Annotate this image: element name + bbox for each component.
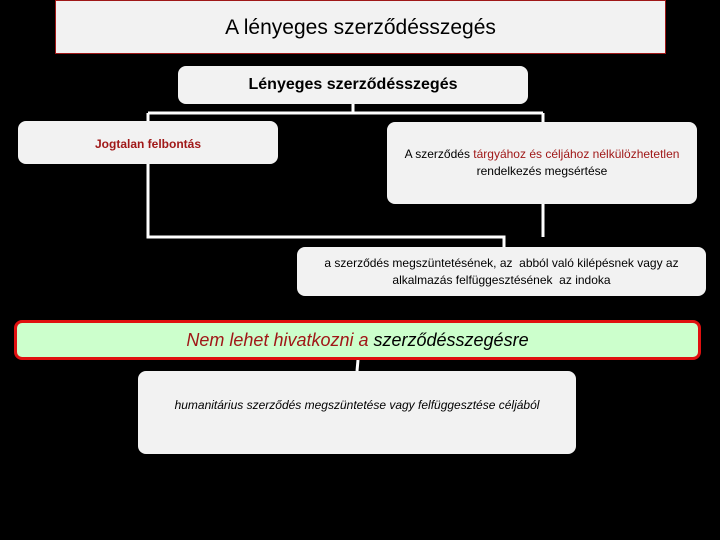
node-reason: a szerződés megszüntetésének, az abból való kilépésnek vagy az alkalmazás felfüggesztésének az indoka <box>297 247 706 296</box>
root-node: Lényeges szerződésszegés <box>178 66 528 104</box>
essential-c: rendelkezés megsértése <box>476 164 608 178</box>
node-essential-provision <box>387 122 697 204</box>
essential-a: A szerződés <box>404 147 474 161</box>
banner-cannot-invoke <box>14 320 701 360</box>
node-unlawful-termination: Jogtalan felbontás <box>18 121 278 164</box>
banner-a: Nem lehet hivatkozni a <box>186 330 374 350</box>
node-humanitarian-exception: humanitárius szerződés megszüntetése vagy felfüggesztése céljából <box>138 371 576 454</box>
slide-title: A lényeges szerződésszegés <box>55 0 666 54</box>
essential-b: tárgyához és céljához nélkülözhetetlen <box>473 147 680 161</box>
banner-b: szerződésszegésre <box>373 330 529 350</box>
